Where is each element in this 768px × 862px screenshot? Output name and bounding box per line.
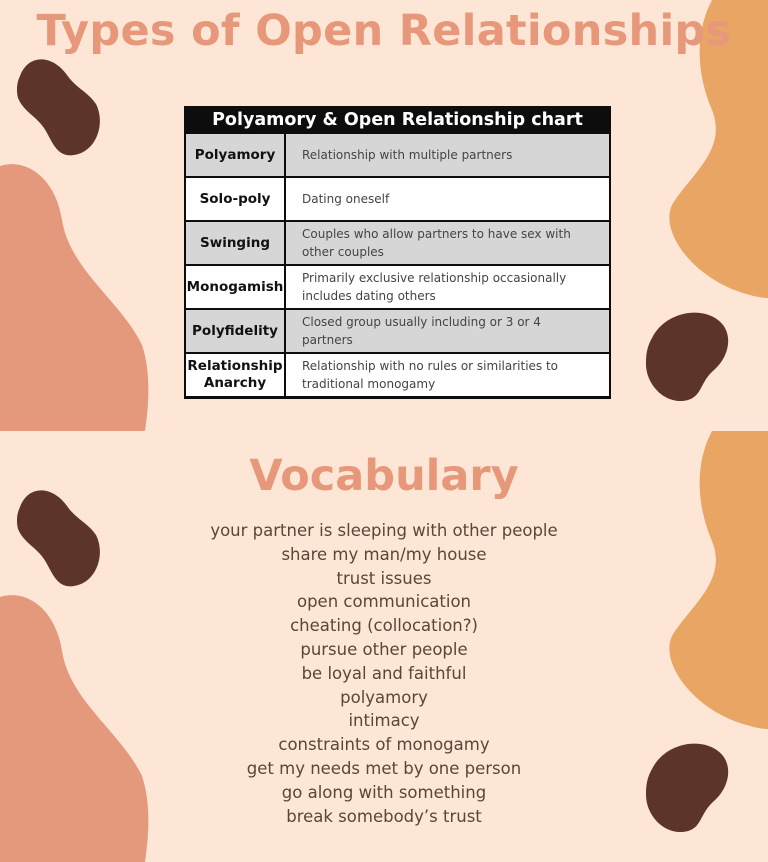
chart-title: Polyamory & Open Relationship chart [212,110,583,130]
chart-row [186,354,609,396]
chart-row [186,266,609,308]
chart-term: Polyfidelity [186,310,284,352]
vocab-item: get my needs met by one person [246,758,522,778]
vocab-item: be loyal and faithful [301,663,467,683]
chart-row [186,310,609,352]
vocab-item: go along with something [281,782,487,802]
vocab-item: break somebody’s trust [286,806,482,826]
chart-row [186,134,609,176]
page-title: Types of Open Relationships [36,6,732,56]
salmon-blob-left [0,164,148,431]
dark-blob-right [646,313,728,401]
chart-definition: Couples who allow partners to have sex with other couples [286,222,609,264]
chart-definition: Closed group usually including or 3 or 4 partners [286,310,609,352]
vocab-item: constraints of monogamy [278,735,490,755]
chart-rows [186,134,609,396]
vocab-item: open communication [296,592,472,612]
chart-definition: Relationship with multiple partners [286,134,609,176]
chart-definition: Primarily exclusive relationship occasionally includes dating others [286,266,609,308]
chart-term: Monogamish [186,266,284,308]
vocab-item: cheating (collocation?) [290,616,478,636]
vocabulary-list [0,519,768,828]
vocab-item: share my man/my house [281,544,487,564]
chart-term: Relationship Anarchy [186,354,284,396]
chart-term: Swinging [186,222,284,264]
vocab-item: trust issues [336,568,432,588]
chart-term: Solo-poly [186,178,284,220]
vocab-item: your partner is sleeping with other people [210,521,558,540]
bottom-panel [0,431,768,862]
dark-blob-top-left [17,59,100,155]
vocab-item: intimacy [348,711,420,731]
vocab-item: polyamory [340,687,428,707]
chart-definition: Relationship with no rules or similarities to traditional monogamy [286,354,609,396]
vocabulary-title: Vocabulary [249,451,519,501]
chart-row [186,222,609,264]
chart-term: Polyamory [186,134,284,176]
vocab-item: pursue other people [300,639,468,659]
chart-row [186,178,609,220]
relationship-chart [184,106,611,399]
chart-definition: Dating oneself [286,178,609,220]
